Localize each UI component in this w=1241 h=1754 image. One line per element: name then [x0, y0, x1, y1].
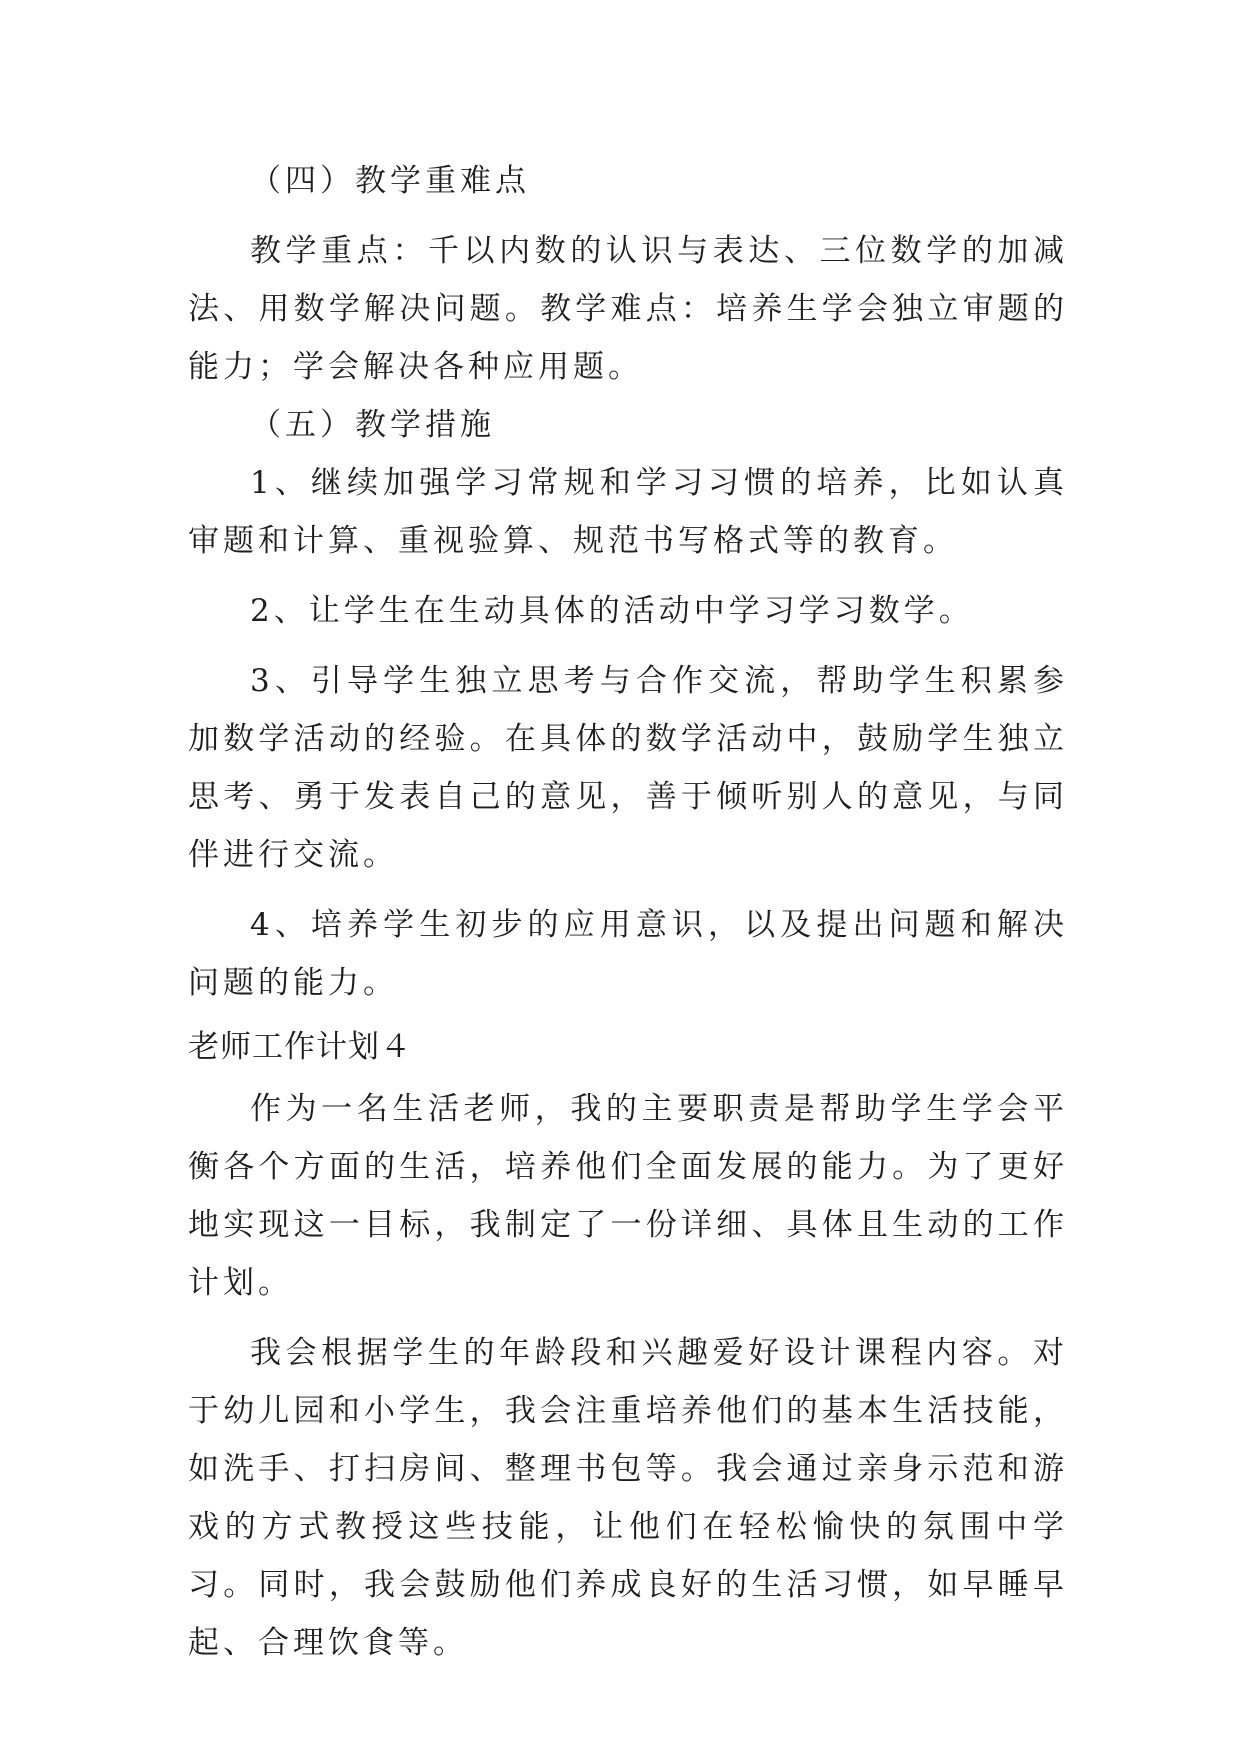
measure-item-4: 4、培养学生初步的应用意识，以及提出问题和解决问题的能力。	[188, 907, 1068, 1001]
section-4-paragraph: 教学重点：千以内数的认识与表达、三位数学的加减法、用数学解决问题。教学难点：培养生学会独立审题的能力；学会解决各种应用题。	[188, 233, 1068, 385]
plan-paragraph-2: 我会根据学生的年龄段和兴趣爱好设计课程内容。对于幼儿园和小学生，我会注重培养他们的基本生活技能，如洗手、打扫房间、整理书包等。我会通过亲身示范和游戏的方式教授这些技能，让他们在轻松愉快的氛围中学习。同时，我会鼓励他们养成良好的生活习惯，如早睡早起、合理饮食等。	[188, 1335, 1068, 1661]
section-5-heading: （五）教学措施	[250, 407, 495, 443]
plan-paragraph-1: 作为一名生活老师，我的主要职责是帮助学生学会平衡各个方面的生活，培养他们全面发展的能力。为了更好地实现这一目标，我制定了一份详细、具体且生动的工作计划。	[188, 1091, 1068, 1301]
measure-item-3: 3、引导学生独立思考与合作交流，帮助学生积累参加数学活动的经验。在具体的数学活动中，鼓励学生独立思考、勇于发表自己的意见，善于倾听别人的意见，与同伴进行交流。	[188, 663, 1068, 873]
document-body	[188, 152, 1068, 1672]
section-4-heading: （四）教学重难点	[250, 163, 530, 199]
measure-item-2: 2、让学生在生动具体的活动中学习学习数学。	[250, 593, 974, 629]
plan-title: 老师工作计划４	[188, 1029, 412, 1065]
measure-item-1: 1、继续加强学习常规和学习习惯的培养，比如认真审题和计算、重视验算、规范书写格式等的教育。	[188, 465, 1068, 559]
